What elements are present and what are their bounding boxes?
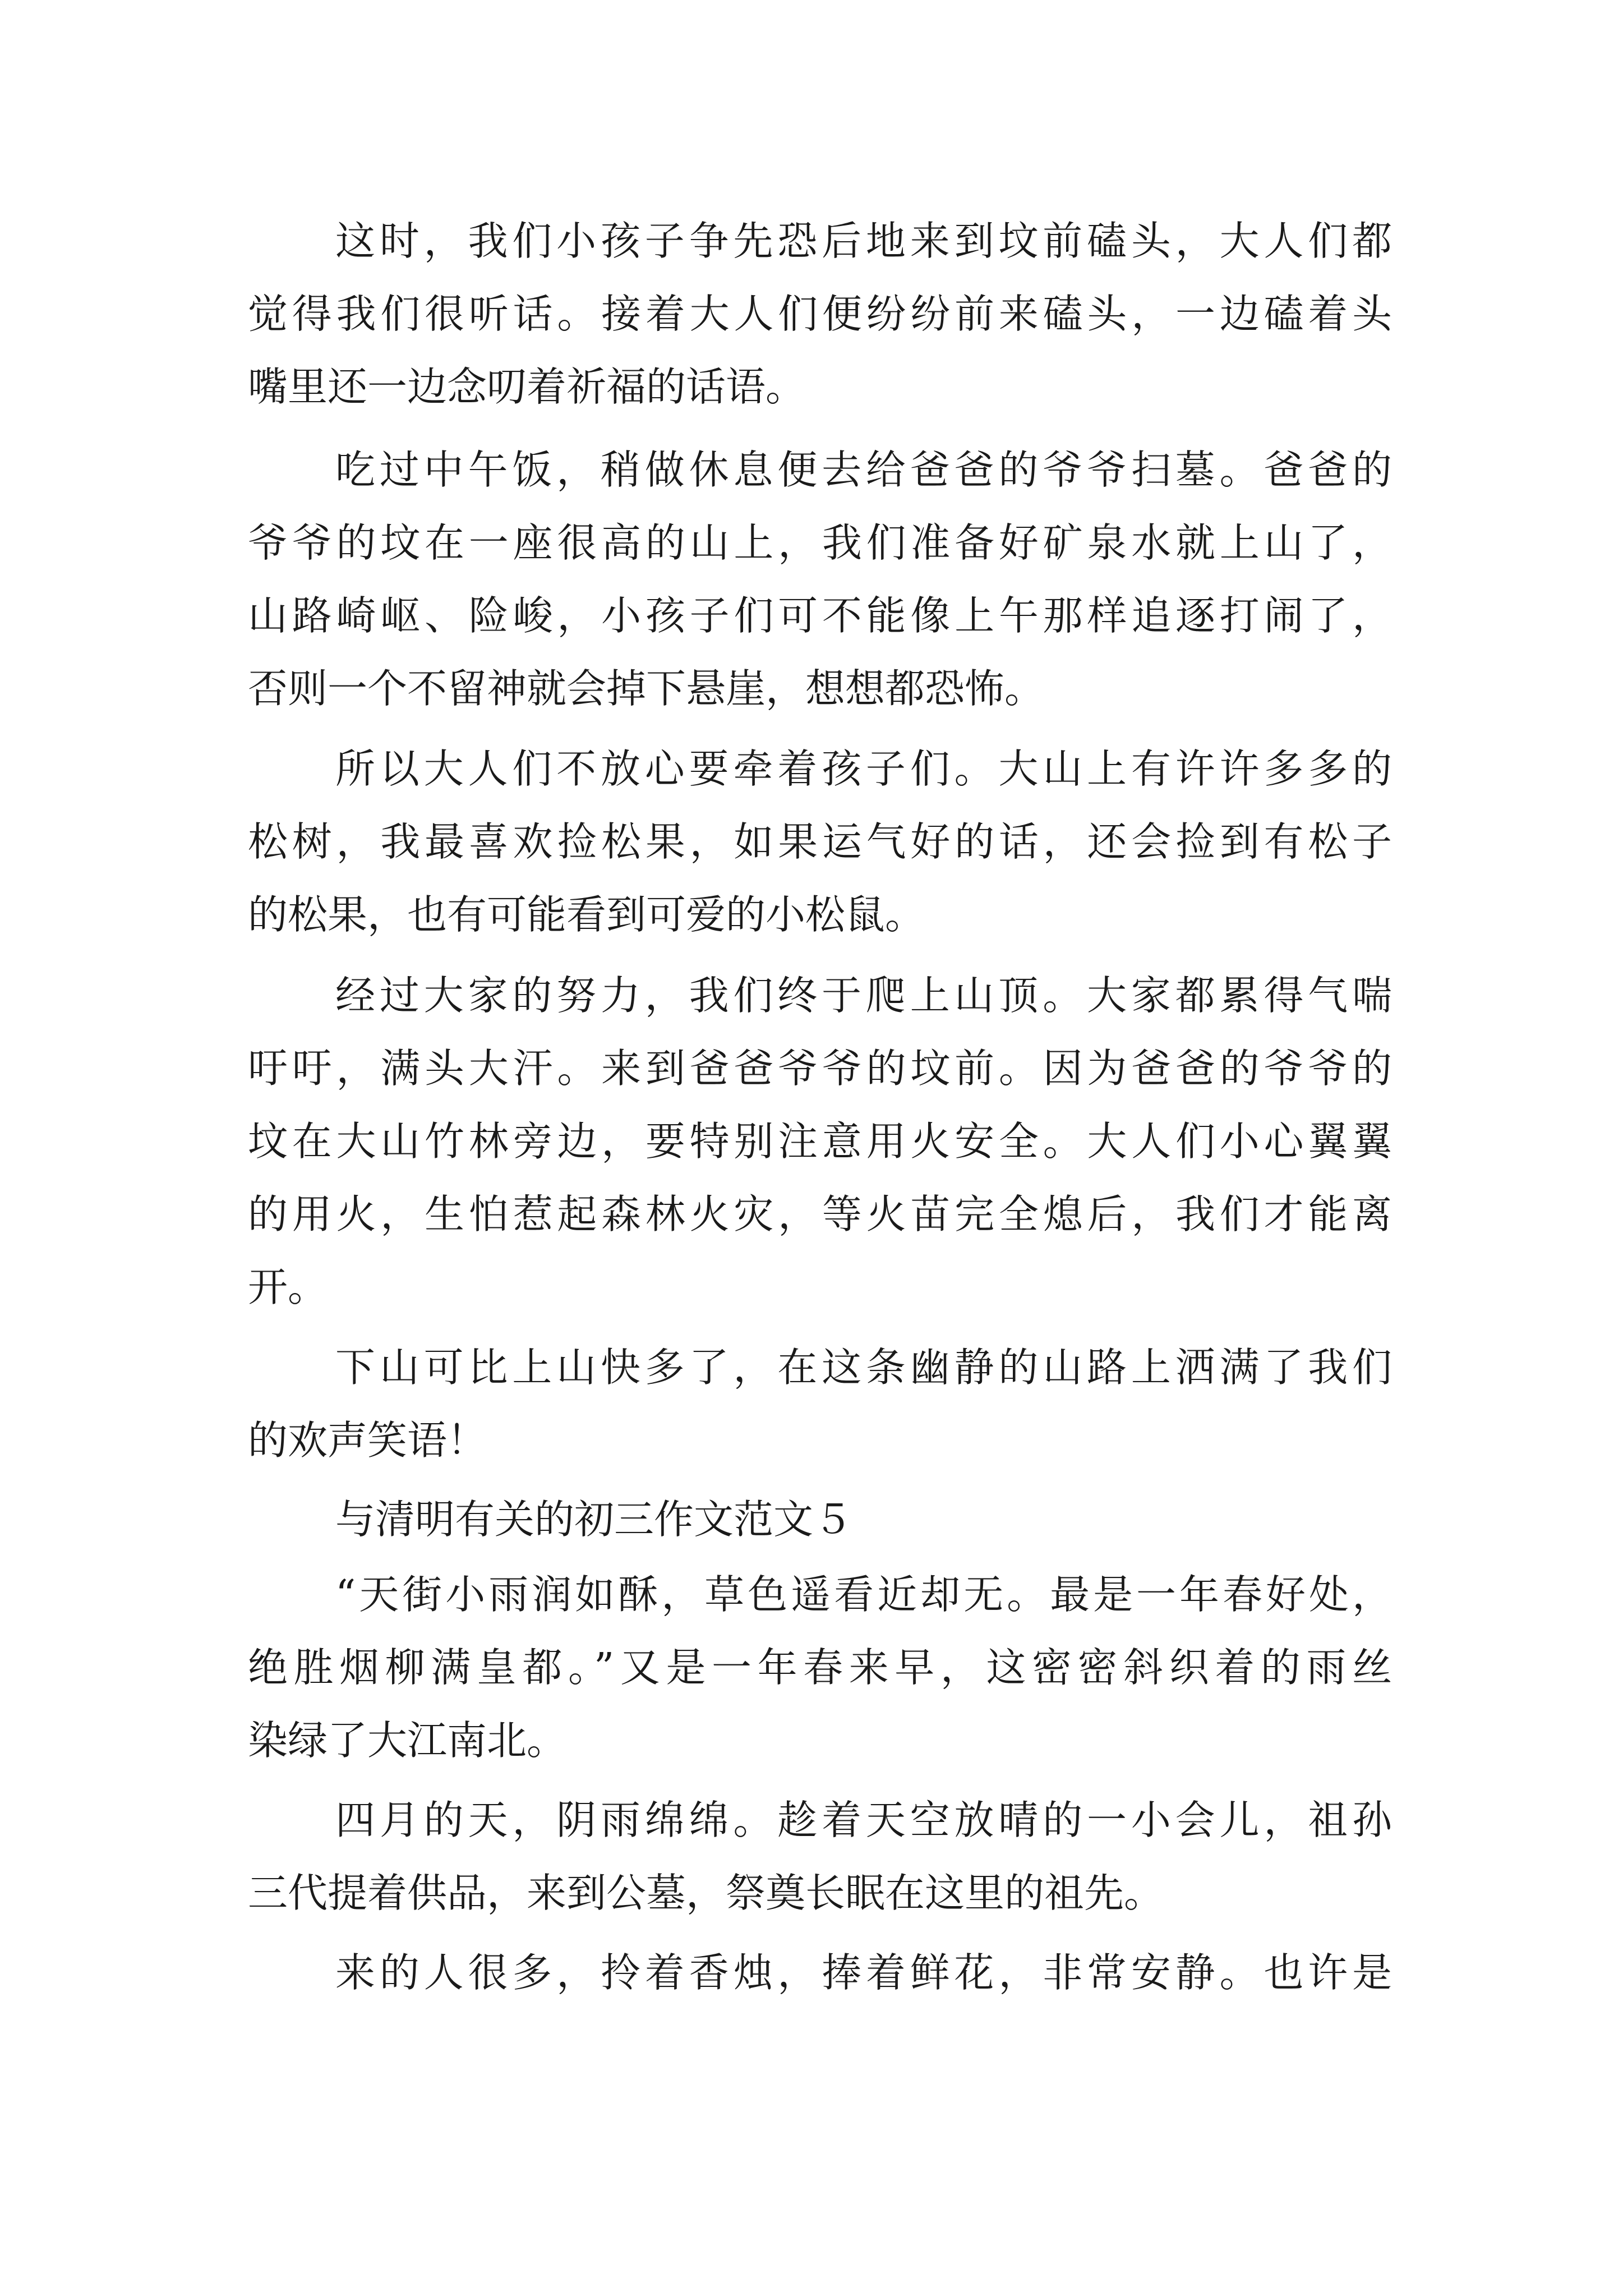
text-line: 三代提着供品，来到公墓，祭奠长眠在这里的祖先。 — [248, 1870, 1164, 1916]
text-line: 的用火，生怕惹起森林火灾，等火苗完全熄后，我们才能离 — [248, 1191, 1392, 1237]
text-line: 开。 — [248, 1264, 328, 1310]
text-line: 下山可比上山快多了，在这条幽静的山路上洒满了我们 — [335, 1344, 1392, 1391]
text-line: 染绿了大江南北。 — [248, 1717, 567, 1764]
text-line: 四月的天，阴雨绵绵。趁着天空放晴的一小会儿，祖孙 — [335, 1797, 1392, 1843]
text-line: 的欢声笑语！ — [248, 1417, 487, 1464]
text-line: 这时，我们小孩子争先恐后地来到坟前磕头，大人们都 — [335, 218, 1392, 264]
text-line: 绝胜烟柳满皇都。”又是一年春来早，这密密斜织着的雨丝 — [248, 1644, 1392, 1691]
text-line: 否则一个不留神就会掉下悬崖，想想都恐怖。 — [248, 665, 1045, 712]
text-line: 来的人很多，拎着香烛，捧着鲜花，非常安静。也许是 — [335, 1949, 1392, 1996]
text-line: “天街小雨润如酥，草色遥看近却无。最是一年春好处， — [335, 1571, 1392, 1618]
text-line: 吃过中午饭，稍做休息便去给爸爸的爷爷扫墓。爸爸的 — [335, 447, 1392, 493]
section-heading: 与清明有关的初三作文范文５ — [335, 1496, 854, 1543]
text-line: 山路崎岖、险峻，小孩子们可不能像上午那样追逐打闹了， — [248, 592, 1392, 639]
text-line: 吁吁，满头大汗。来到爸爸爷爷的坟前。因为爸爸的爷爷的 — [248, 1045, 1392, 1092]
text-line: 的松果，也有可能看到可爱的小松鼠。 — [248, 891, 925, 938]
text-line: 嘴里还一边念叨着祈福的话语。 — [248, 364, 806, 410]
text-line: 经过大家的努力，我们终于爬上山顶。大家都累得气喘 — [335, 972, 1392, 1019]
text-line: 爷爷的坟在一座很高的山上，我们准备好矿泉水就上山了， — [248, 519, 1392, 566]
text-line: 坟在大山竹林旁边，要特别注意用火安全。大人们小心翼翼 — [248, 1118, 1392, 1165]
text-line: 松树，我最喜欢捡松果，如果运气好的话，还会捡到有松子 — [248, 818, 1392, 865]
text-line: 觉得我们很听话。接着大人们便纷纷前来磕头，一边磕着头 — [248, 291, 1392, 337]
text-line: 所以大人们不放心要牵着孩子们。大山上有许许多多的 — [335, 746, 1392, 792]
